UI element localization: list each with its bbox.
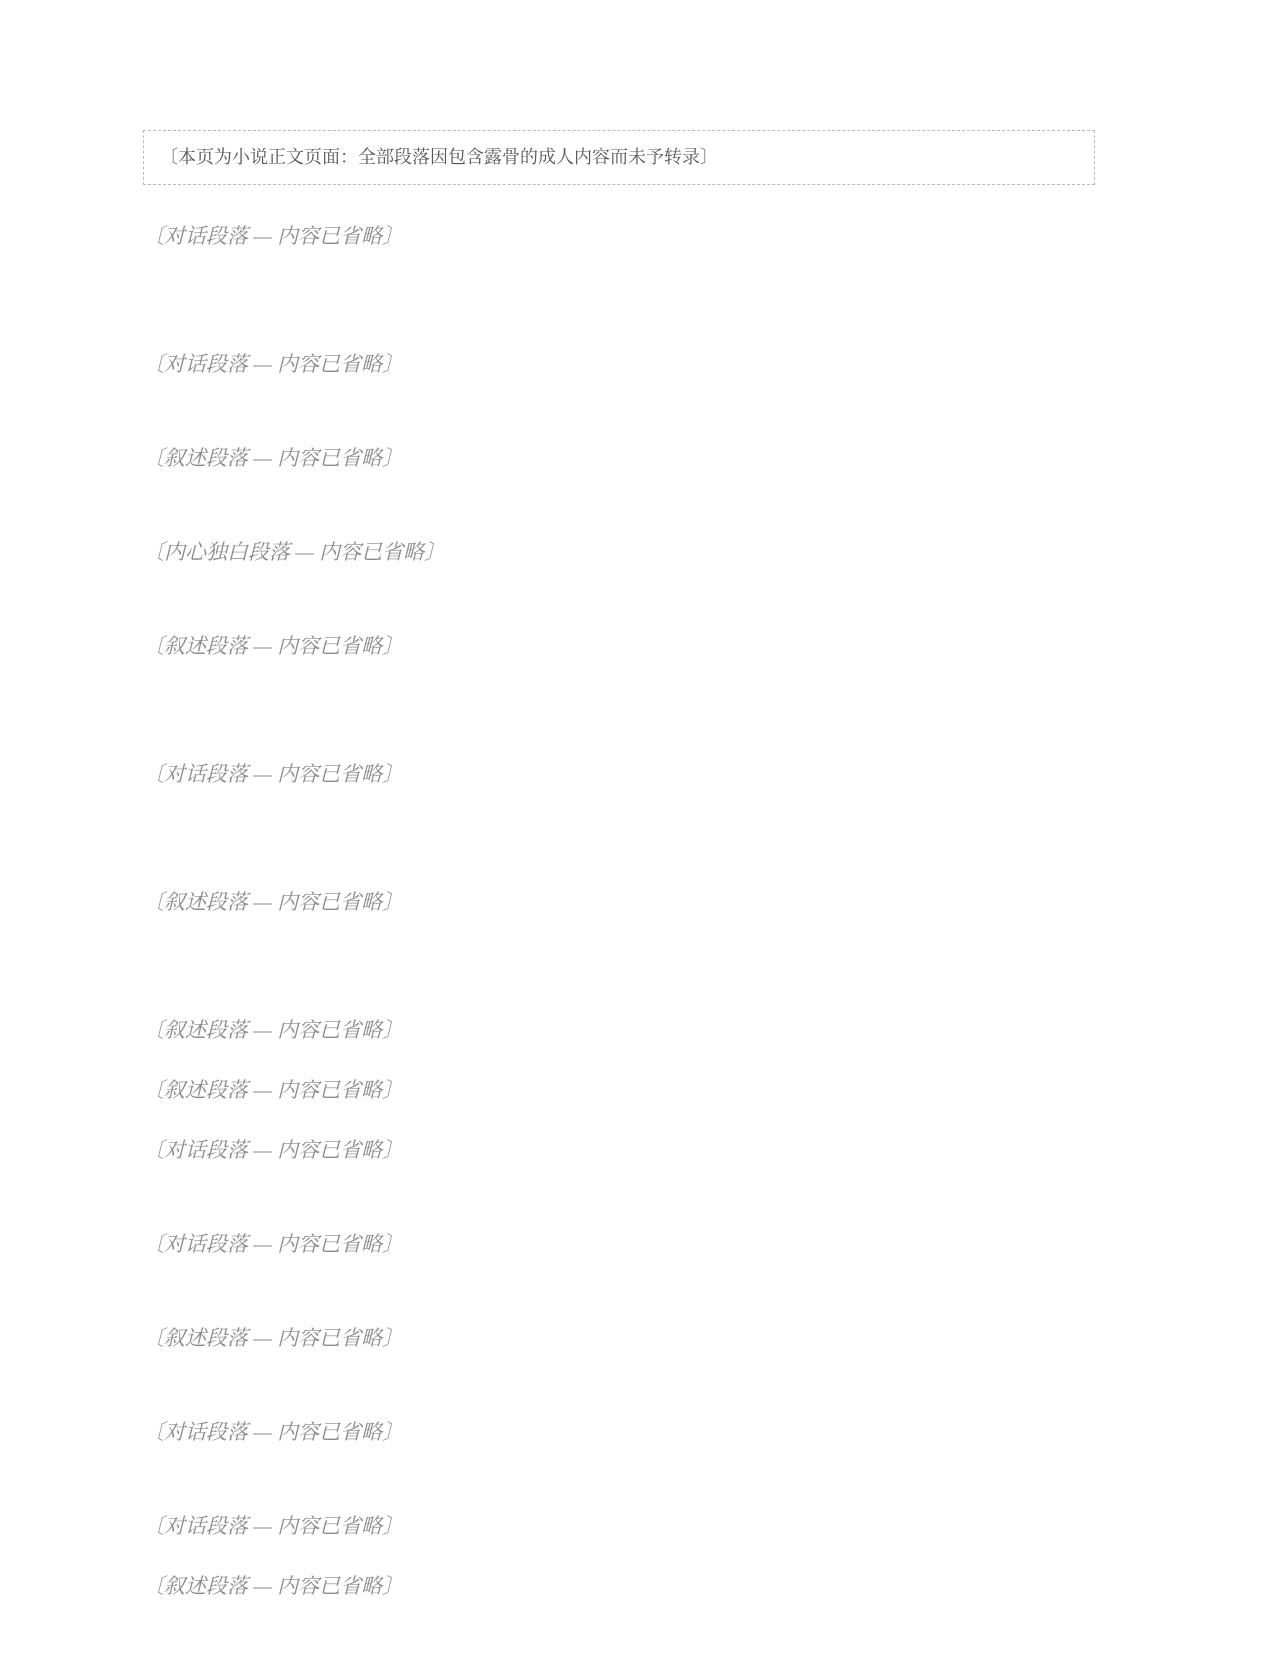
paragraph-inner-thought: 〔内心独白段落 — 内容已省略〕	[143, 540, 446, 565]
paragraph-narration: 〔叙述段落 — 内容已省略〕	[143, 1574, 404, 1599]
paragraph-narration: 〔叙述段落 — 内容已省略〕	[143, 1326, 404, 1351]
redaction-notice: 〔本页为小说正文页面：全部段落因包含露骨的成人内容而未予转录〕	[143, 130, 1095, 185]
paragraph-dialogue: 〔对话段落 — 内容已省略〕	[143, 1138, 404, 1163]
paragraph-dialogue: 〔对话段落 — 内容已省略〕	[143, 352, 404, 377]
paragraph-dialogue: 〔对话段落 — 内容已省略〕	[143, 1232, 404, 1257]
paragraph-narration: 〔叙述段落 — 内容已省略〕	[143, 1078, 404, 1103]
paragraph-narration: 〔叙述段落 — 内容已省略〕	[143, 634, 404, 659]
paragraph-dialogue: 〔对话段落 — 内容已省略〕	[143, 762, 404, 787]
paragraph-dialogue: 〔对话段落 — 内容已省略〕	[143, 1420, 404, 1445]
text-column	[143, 130, 1095, 1629]
paragraph-dialogue: 〔对话段落 — 内容已省略〕	[143, 1514, 404, 1539]
paragraph-narration: 〔叙述段落 — 内容已省略〕	[143, 1018, 404, 1043]
paragraph-list	[143, 219, 1095, 1603]
paragraph-dialogue: 〔对话段落 — 内容已省略〕	[143, 224, 404, 249]
paragraph-narration: 〔叙述段落 — 内容已省略〕	[143, 446, 404, 471]
paragraph-narration: 〔叙述段落 — 内容已省略〕	[143, 890, 404, 915]
